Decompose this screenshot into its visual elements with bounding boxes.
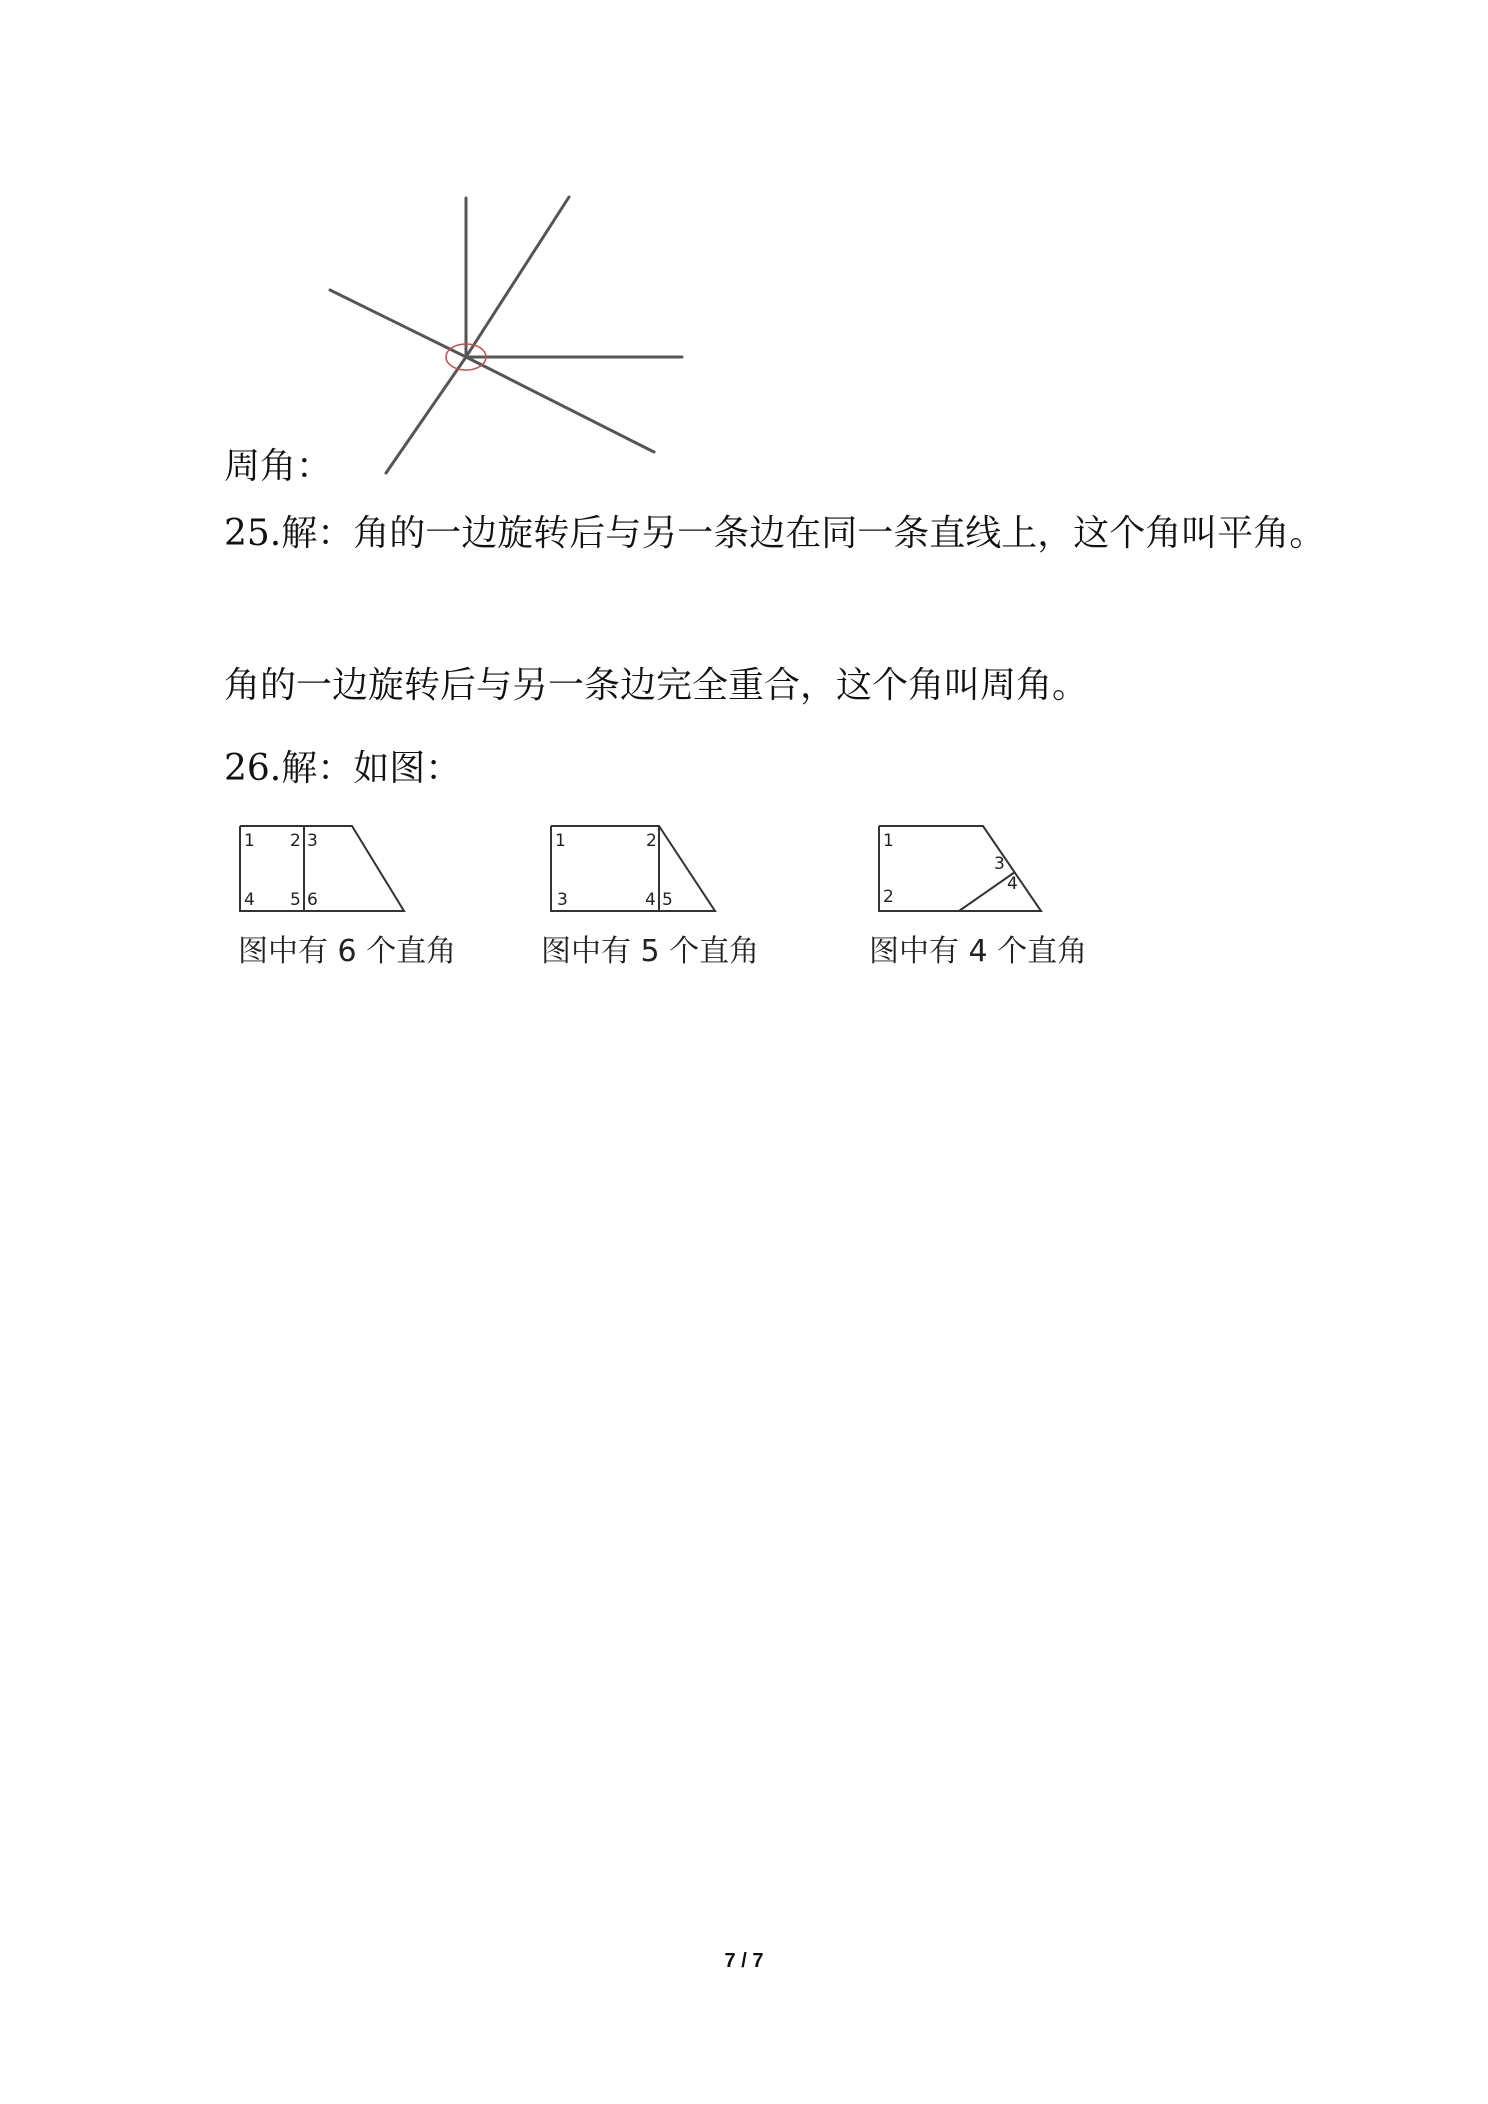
trapezoid-outline xyxy=(551,826,715,911)
angle-label: 1 xyxy=(244,831,255,851)
figure-1-caption: 图中有 6 个直角 xyxy=(238,934,457,969)
angle-label: 4 xyxy=(244,890,255,910)
trapezoid-figure-1 xyxy=(238,824,418,918)
ray-center-to-lower-right xyxy=(466,357,654,452)
q25-answer-line1: 25.解：角的一边旋转后与另一条边在同一条直线上，这个角叫平角。 xyxy=(224,513,1326,554)
page-number: 7 / 7 xyxy=(724,1950,764,1972)
ray-up-right xyxy=(466,197,569,357)
trapezoid-figure-3 xyxy=(877,824,1057,918)
trapezoid-outline xyxy=(879,826,1041,911)
q24-label: 周角： xyxy=(224,446,333,487)
angle-label: 3 xyxy=(557,890,568,910)
angle-label: 1 xyxy=(883,831,894,851)
angle-label: 2 xyxy=(290,831,301,851)
trapezoid-outline xyxy=(240,826,404,911)
angle-label: 3 xyxy=(307,831,318,851)
angle-label: 4 xyxy=(1007,874,1018,894)
q25-answer-line2: 角的一边旋转后与另一条边完全重合，这个角叫周角。 xyxy=(224,665,1089,706)
round-angle-diagram xyxy=(320,190,690,480)
angle-label: 5 xyxy=(290,890,301,910)
angle-label: 4 xyxy=(645,890,656,910)
angle-label: 1 xyxy=(555,831,566,851)
angle-label: 2 xyxy=(646,831,657,851)
angle-label: 2 xyxy=(883,887,894,907)
trapezoid-figure-2 xyxy=(549,824,729,918)
angle-label: 6 xyxy=(307,890,318,910)
angle-label: 3 xyxy=(994,854,1005,874)
figure-2-caption: 图中有 5 个直角 xyxy=(541,934,760,969)
figure-3-caption: 图中有 4 个直角 xyxy=(869,934,1088,969)
q26-answer-line: 26.解：如图： xyxy=(224,748,462,789)
angle-label: 5 xyxy=(662,890,673,910)
ray-down-left xyxy=(386,357,466,473)
ray-left-to-center xyxy=(330,290,466,357)
